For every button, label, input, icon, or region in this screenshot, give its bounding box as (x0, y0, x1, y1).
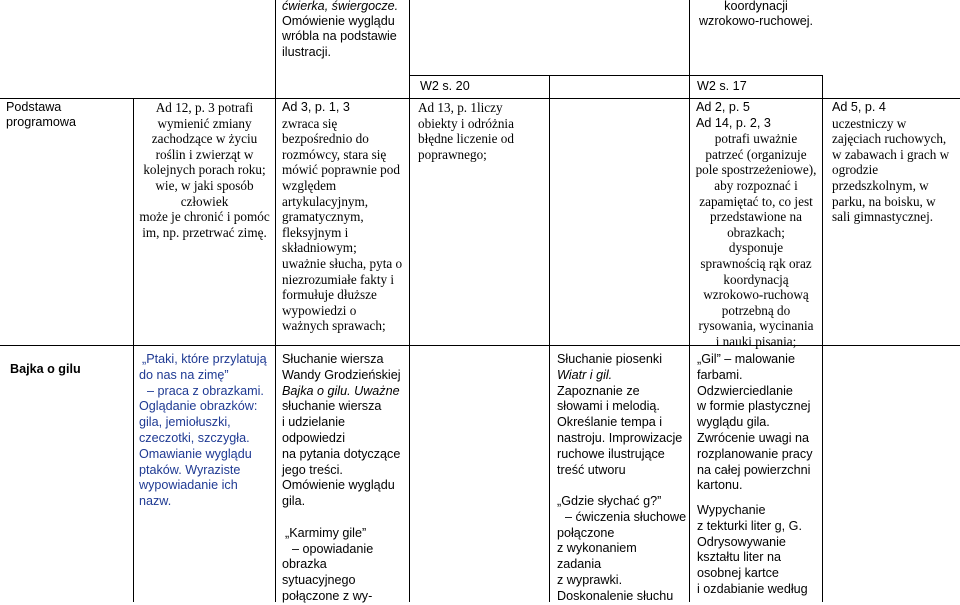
rule-col6 (822, 75, 823, 602)
row1-label: Podstawa programowa (6, 100, 76, 130)
row1-col6-text: Ad 2, p. 5 Ad 14, p. 2, 3 potrafi uważnie patrzeć (organizuje pole spostrzeżeniowe), aby rozpoznać i zapamiętać to, co jest przedstawione na obrazkach; dysponuje sprawnością rąk oraz koordynacją wzrokowo-ruchową potrzebną do rysowania, wycinania i nauki pisania; (695, 100, 817, 349)
row1-col2-text: Ad 12, p. 3 potrafi wymienić zmiany zachodzące w życiu roślin i zwierząt w kolejnych porach roku; wie, w jaki sposób człowiek może je chronić i pomóc im, np. przetrwać zimę. (139, 100, 270, 240)
rule-col3 (409, 0, 410, 602)
row2-col5-text-a: Słuchanie piosenki Wiatr i gil. Zapoznanie ze słowami i melodią. Określanie tempa i nastroju. Improwizacje ruchowe ilustrujące treść utworu (557, 352, 683, 477)
rule-row1-top (0, 98, 960, 99)
row1-col3-text: Ad 3, p. 1, 3 zwraca się bezpośrednio do rozmówcy, stara się mówić poprawnie pod względem artykulacyjnym, gramatycznym, fleksyjnym i składniowym; uważnie słucha, pyta o niezrozumiałe fakty i formułuje dłuższe wypowiedzi o ważnych sprawach; (282, 100, 403, 334)
w2-ref-col4: W2 s. 20 (420, 79, 470, 93)
row2-col2-text: „Ptaki, które przylatują do nas na zimę” – praca z obrazkami. Oglądanie obrazków: gila, jemiołuszki, czeczotki, szczygła. Omawianie wyglądu ptaków. Wyraziste wypowiadanie ich nazw. (139, 352, 267, 509)
row2-col6-text-b: Wypychanie z tekturki liter g, G. Odrysowywanie kształtu liter na osobnej kartce i ozdabianie według (697, 503, 808, 596)
rule-col2 (275, 0, 276, 602)
w2-ref-col6: W2 s. 17 (697, 79, 747, 93)
rule-col4 (549, 75, 550, 602)
row1-col4-text: Ad 13, p. 1liczy obiekty i odróżnia błędne liczenie od poprawnego; (418, 100, 514, 162)
row2-col6-text-a: „Gil” – malowanie farbami. Odzwierciedlanie w formie plastycznej wyglądu gila. Zwrócenie uwagi na rozplanowanie pracy na całej powierzchni kartonu. (697, 352, 813, 493)
row2-label: Bajka o gilu (10, 362, 81, 376)
row1-col7-text: Ad 5, p. 4 uczestniczy w zajęciach ruchowych, w zabawach i grach w ogrodzie przedszkolnym, w parku, na boisku, w sali gimnastycznej. (832, 100, 950, 225)
top-col3-text: ćwierka, świergocze. Omówienie wyglądu wróbla na podstawie ilustracji. (282, 0, 399, 59)
row2-col5-text-b: „Gdzie słychać g?” – ćwiczenia słuchowe połączone z wykonaniem zadania z wyprawki. Doskonalenie słuchu (557, 494, 687, 603)
rule-w2-top (409, 75, 822, 76)
top-col6-text: koordynacji wzrokowo-ruchowej. (698, 0, 814, 29)
row2-col3-text: Słuchanie wiersza Wandy Grodzieńskiej Bajka o gilu. Uważne słuchanie wiersza i udzielanie odpowiedzi na pytania dotyczące jego treści. Omówienie wyglądu gila. „Karmimy gile” – opowiadanie obrazka sytuacyjnego połączone z wy- (282, 352, 401, 603)
